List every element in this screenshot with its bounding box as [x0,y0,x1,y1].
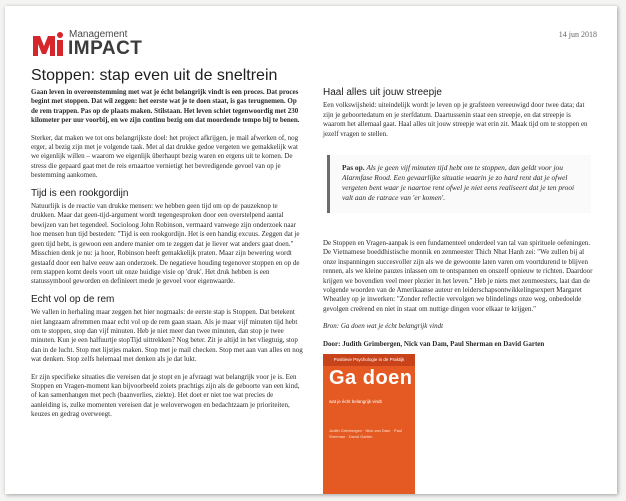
paragraph: De Stoppen en Vragen-aanpak is een fundamenteel onderdeel van tal van spirituele oefeningen. De Vietnamese boeddhistische monnik en zenmeester Thich Nhat Hanh zei: "We zullen bij al onze inspanningen succesvoller zijn als we de gewoonte laten varen om voortdurend te blijven rennen, als we kleine pauzes inlassen om te ontspannen en onszelf opnieuw te richten. Daardoor krijgen we bovendien veel meer plezier in het leven." Heb je niets met zenmeesters, laat dan de volgende woorden van de Amerikaanse auteur en leiderschapsontwikkelingsexpert Margaret Wheatley op je inwerken: "Zonder reflectie vervolgen we blindelings onze weg, onbedoelde gevolgen creërend en niet in staat om nuttige dingen voor elkaar te krijgen." [323,239,593,313]
section-heading-tijd: Tijd is een rookgordijn [31,187,129,199]
paragraph: We vallen in herhaling maar zeggen het hier nogmaals: de eerste stap is Stoppen. Dat betekent niet langzaam afremmen maar echt vol op de rem gaan staan. Als je maar vijf minuten tijd hebt om te stoppen, stop dan vijf minuten. Heb je niet meer dan twee minuten, dan stop je twee minuten. Kun je een halfuurtje stopTijd uittrekken? Nog beter. Zit je altijd in het vliegtuig, stop dan in de lucht. Stop met lijstjes maken. Stop met je mail checken. Stop met aan van alles en nog wat denken. Stop zelfs helemaal met denken als je dat lukt. [31,308,303,364]
paragraph: Een volkswijsheid: uiteindelijk wordt je leven op je grafsteen vereeuwigd door twee data; dat zijn je geboortedatum en je sterfdatum. Daartussenin staat een streepje, en dat streepje is waarom het allemaal gaat. Haal alles uit jouw streepje wat erin zit. Maak tijd om te stoppen en jezelf vragen te stellen. [323,101,588,138]
article-title: Stoppen: stap even uit de sneltrein [31,67,278,84]
logo-text-impact: IMPACT [68,38,143,59]
book-cover[interactable] [323,354,415,494]
section-heading-echt: Echt vol op de rem [31,293,115,305]
book-title: Ga doen [329,367,413,390]
article-right-column [323,88,595,494]
paragraph: Sterker, dat maken we tot ons belangrijkste doel: het project afkrijgen, je mail afwerken of, nog erger, al bezig zijn met je volgende taak. Met al dat drukke gedoe vergeten we gemakkelijk wat we eigenlijk willen – waarom we eigenlijk überhaupt bezig waren en ergens uit te komen. De stress die gepaard gaat met de reis ernaartoe vernietigt het bevredigende gevoel van op je bestemming aankomen. [31,133,299,180]
quote-text: Als je geen vijf minuten tijd hebt om te stoppen, dan geldt voor jou Alarmfase Rood. Een gevaarlijke situatie waarin je zo hard rent dat je ofwel vergeten bent waar je naartoe rent ofwel je niet eens realiseert dat je ten prooi valt aan de ratrace van 'er komen'. [342,163,575,203]
paragraph: Er zijn specifieke situaties die vereisen dat je stopt en je afvraagt wat belangrijk voor je is. Een Stoppen en Vragen-moment kan bijvoorbeeld zoiets prachtigs zijn als de geboorte van een kind, of kan samenhangen met pech (baanverlies, ziekte). Het doet er niet toe wat precies de aanleiding is, zulke momenten vereisen dat je weloverwogen en bedachtzaam je prioriteiten, keuzes en gedrag overweegt. [31,372,300,419]
book-series: Positieve Psychologie in de Praktijk [323,354,415,366]
publish-date: 14 jun 2018 [558,30,597,39]
source-line: Bron: Ga doen wat je écht belangrijk vindt [323,322,444,331]
book-authors: Judith Grimbergen · Nick van Dam · Paul Sherman · David Garten [329,428,402,439]
section-heading-haal: Haal alles uit jouw streepje [323,87,442,98]
logo-text-management: Management [69,29,128,40]
management-impact-logo-icon[interactable] [31,30,65,58]
article-page [5,6,617,494]
paragraph: Natuurlijk is de reactie van drukke mensen: we hebben geen tijd om op de pauzeknop te drukken. Maar dat geen-tijd-argument wordt tegengesproken door een overstelpend aantal bewijzen van het tegendeel. Socioloog John Robinson, vermaard vanwege zijn onderzoek naar hoe mensen hun tijd besteden: "Tijd is een rookgordijn. Het is een handig excuus. Zeggen dat je geen tijd hebt, is gewoon een andere manier om te zeggen dat je liever wat anders gaat doen." Misschien denk je nu: ja hoor, Robinson heeft gemakkelijk praten. Maar zijn bewering wordt gestaafd door een halve eeuw aan onderzoek. De negatieve houding tegenover stoppen en op de rem stappen komt deels voort uit onze huidige visie op 'druk'. Het druk hebben is een statussymbool geworden en definieert mede je gevoel voor eigenwaarde. [31,202,300,286]
site-header [31,28,601,64]
book-subtitle: wat je écht belangrijk vindt [329,399,382,405]
quote-label: Pas op. [342,163,365,173]
authors-line: Door: Judith Grimbergen, Nick van Dam, Paul Sherman en David Garten [323,339,545,348]
article-left-column [31,88,303,428]
article-lead: Gaan leven in overeenstemming met wat je écht belangrijk vindt is een proces. Dat proces begint met stoppen. Dat wil zeggen: het eerste wat je te doen staat, is gas terugnemen. Op de rem trappen. Pas op de plaats maken. Stilstaan. Het leven schiet tegenwoordig met 230 kilometer per uur voorbij, en we zijn continu bezig om dat moordende tempo bij te benen. [31,88,300,125]
pull-quote [327,155,591,213]
